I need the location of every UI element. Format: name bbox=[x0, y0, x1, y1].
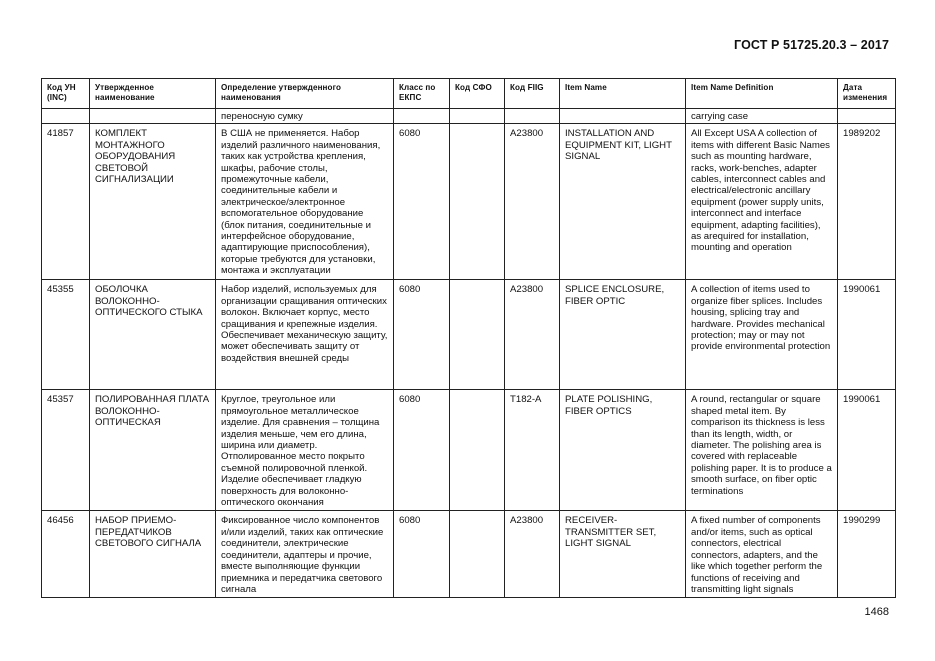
fiig-cell: A23800 bbox=[505, 124, 560, 280]
definition-cell: В США не применяется. Набор изделий различного наименования, таких как устройства крепления, шкафы, рабочие столы, промежуточные кабели, соединительные кабели и электрическое/электронное вспомогательное оборудование (блок питания, соединительные и интерфейсное оборудование, адаптирующие приспособления), которые требуются для установки, монтажа и эксплуатации bbox=[216, 124, 394, 280]
continuation-item-definition: carrying case bbox=[686, 109, 838, 124]
col-header-item-definition: Item Name Definition bbox=[686, 79, 838, 109]
definition-cell: Фиксированное число компонентов и/или изделий, таких как оптические соединители, электрические соединители, адаптеры и прочие, вместе выполняющие функции приемника и передатчика светового сигнала bbox=[216, 511, 394, 598]
inc-cell: 45355 bbox=[42, 280, 90, 390]
item-definition-cell: A collection of items used to organize fiber splices. Includes housing, splicing tray and hardware. Provides mechanical protection; may or may not provide environmental protection bbox=[686, 280, 838, 390]
table-row bbox=[42, 280, 896, 390]
date-cell: 1990061 bbox=[838, 280, 896, 390]
fiig-cell: A23800 bbox=[505, 280, 560, 390]
table-row bbox=[42, 390, 896, 511]
name-cell: НАБОР ПРИЕМО-ПЕРЕДАТЧИКОВ СВЕТОВОГО СИГНАЛА bbox=[90, 511, 216, 598]
name-cell: ПОЛИРОВАННАЯ ПЛАТА ВОЛОКОННО-ОПТИЧЕСКАЯ bbox=[90, 390, 216, 511]
class-cell: 6080 bbox=[394, 124, 450, 280]
sfo-cell bbox=[450, 511, 505, 598]
inc-cell: 45357 bbox=[42, 390, 90, 511]
continuation-definition: переносную сумку bbox=[216, 109, 394, 124]
item-definition-cell: All Except USA A collection of items with different Basic Names such as mounting hardware, racks, work-benches, adapter cables, interconnect cables and electrical/electronic ancillary equipment (power supply units, interconnect and interface equipment, adapting facilities), as arequired for installation, mounting and operation bbox=[686, 124, 838, 280]
definition-cell: Набор изделий, используемых для организации сращивания оптических волокон. Включает корпус, место сращивания и крепежные изделия. Обеспечивает механическую защиту, может обеспечивать защиту от воздействия внешней среды bbox=[216, 280, 394, 390]
fiig-cell: A23800 bbox=[505, 511, 560, 598]
document-header: ГОСТ Р 51725.20.3 – 2017 bbox=[734, 38, 889, 52]
table-cell bbox=[505, 109, 560, 124]
table-row bbox=[42, 511, 896, 598]
col-header-definition: Определение утвержденного наименования bbox=[216, 79, 394, 109]
table-row bbox=[42, 124, 896, 280]
col-header-sfo: Код СФО bbox=[450, 79, 505, 109]
item-name-cell: PLATE POLISHING, FIBER OPTICS bbox=[560, 390, 686, 511]
item-name-cell: RECEIVER-TRANSMITTER SET, LIGHT SIGNAL bbox=[560, 511, 686, 598]
table-cell bbox=[90, 109, 216, 124]
class-cell: 6080 bbox=[394, 511, 450, 598]
item-name-cell: SPLICE ENCLOSURE, FIBER OPTIC bbox=[560, 280, 686, 390]
date-cell: 1990299 bbox=[838, 511, 896, 598]
class-cell: 6080 bbox=[394, 390, 450, 511]
continuation-row bbox=[42, 109, 896, 124]
date-cell: 1990061 bbox=[838, 390, 896, 511]
fiig-cell: T182-A bbox=[505, 390, 560, 511]
col-header-name: Утвержденное наименование bbox=[90, 79, 216, 109]
table-cell bbox=[450, 109, 505, 124]
table-cell bbox=[560, 109, 686, 124]
name-cell: КОМПЛЕКТ МОНТАЖНОГО ОБОРУДОВАНИЯ СВЕТОВОЙ СИГНАЛИЗАЦИИ bbox=[90, 124, 216, 280]
classification-table bbox=[41, 78, 896, 598]
item-definition-cell: A fixed number of components and/or items, such as optical connectors, electrical connectors, adapters, and the like which together perform the functions of receiving and transmitting light signals bbox=[686, 511, 838, 598]
table-cell bbox=[42, 109, 90, 124]
class-cell: 6080 bbox=[394, 280, 450, 390]
table-cell bbox=[838, 109, 896, 124]
table-cell bbox=[394, 109, 450, 124]
col-header-inc: Код УН (INC) bbox=[42, 79, 90, 109]
date-cell: 1989202 bbox=[838, 124, 896, 280]
col-header-date: Дата изменения bbox=[838, 79, 896, 109]
inc-cell: 41857 bbox=[42, 124, 90, 280]
inc-cell: 46456 bbox=[42, 511, 90, 598]
name-cell: ОБОЛОЧКА ВОЛОКОННО-ОПТИЧЕСКОГО СТЫКА bbox=[90, 280, 216, 390]
sfo-cell bbox=[450, 124, 505, 280]
col-header-fiig: Код FIIG bbox=[505, 79, 560, 109]
sfo-cell bbox=[450, 280, 505, 390]
item-name-cell: INSTALLATION AND EQUIPMENT KIT, LIGHT SIGNAL bbox=[560, 124, 686, 280]
col-header-item-name: Item Name bbox=[560, 79, 686, 109]
col-header-class: Класс по ЕКПС bbox=[394, 79, 450, 109]
sfo-cell bbox=[450, 390, 505, 511]
table-header-row bbox=[42, 79, 896, 109]
item-definition-cell: A round, rectangular or square shaped metal item. By comparison its thickness is less than its length, width, or diameter. The polishing area is covered with replaceable polishing paper. It is to produce a smooth surface, on fiber optic terminations bbox=[686, 390, 838, 511]
definition-cell: Круглое, треугольное или прямоугольное металлическое изделие. Для сравнения – толщина изделия меньше, чем его длина, ширина или диаметр. Отполированное место покрыто съемной полировочной пленкой. Изделие обеспечивает гладкую поверхность для волоконно-оптического окончания bbox=[216, 390, 394, 511]
page-number: 1468 bbox=[864, 606, 889, 618]
